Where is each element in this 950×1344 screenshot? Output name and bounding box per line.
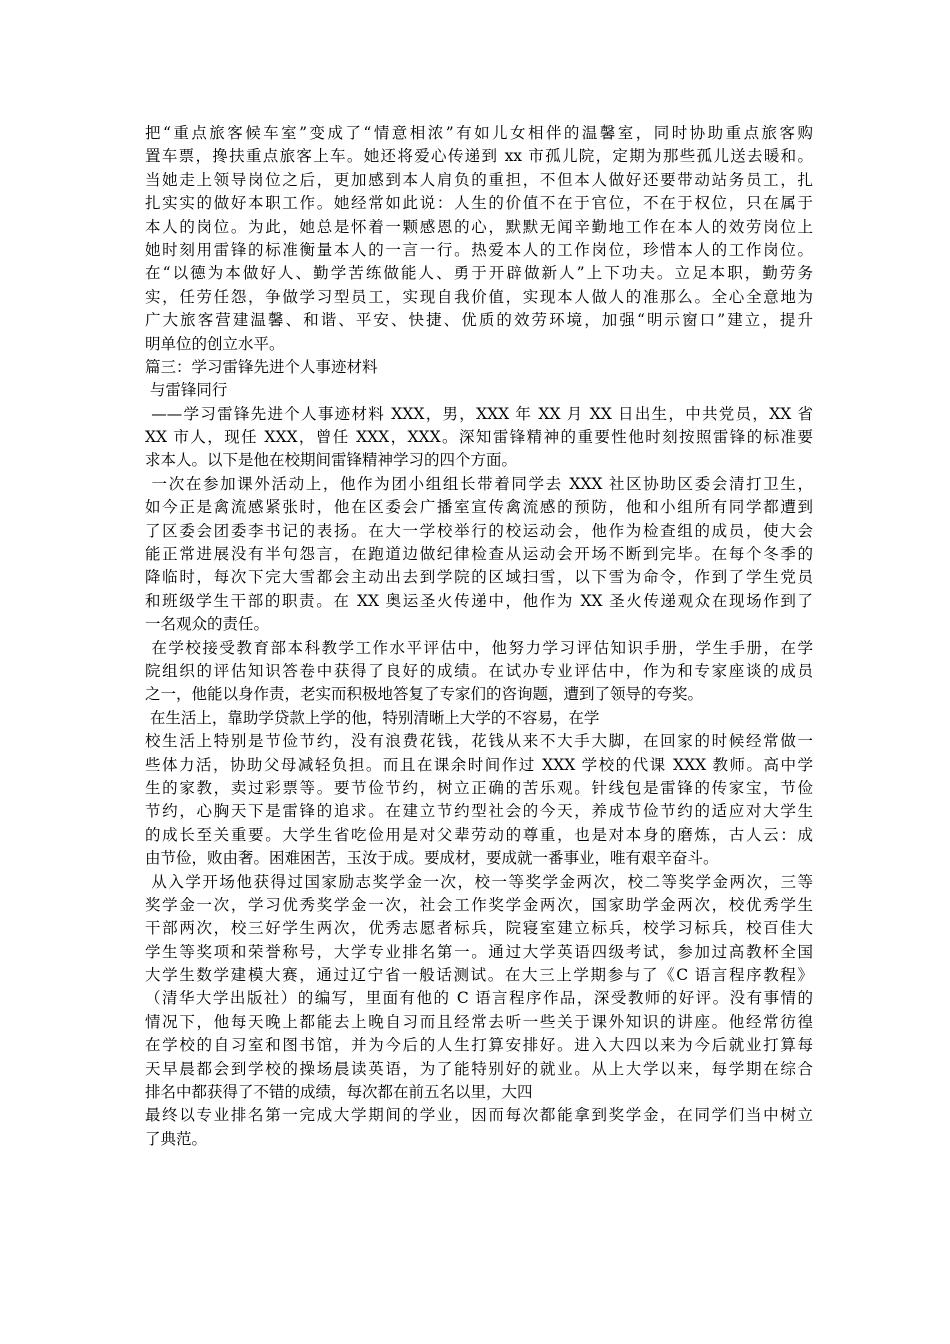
- text-line: 奖学金一次，学习优秀奖学金一次，社会工作奖学金两次，国家助学金两次，校优秀学生: [145, 895, 813, 914]
- text-line: 置车票，搀扶重点旅客上车。她还将爱心传递到 xx 市孤儿院，定期为那些孤儿送去暖和。: [145, 147, 813, 166]
- text-line: 把“重点旅客候车室”变成了“情意相浓”有如儿女相伴的温馨室，同时协助重点旅客购: [145, 124, 813, 142]
- text-line: 大学生数学建模大赛，通过辽宁省一般话测试。在大三上学期参与了《C 语言程序教程》: [145, 966, 813, 985]
- text-line: 节约，心胸天下是雷锋的追求。在建立节约型社会的今天，养成节俭节约的适应对大学生: [145, 802, 813, 821]
- text-line: 从入学开场他获得过国家励志奖学金一次，校一等奖学金两次，校二等奖学金两次，三等: [145, 872, 813, 891]
- text-line: 校生活上特别是节俭节约，没有浪费花钱，花钱从来不大手大脚，在回家的时候经常做一: [145, 732, 813, 751]
- text-line: 了典范。: [145, 1129, 208, 1148]
- text-line: 她时刻用雷锋的标准衡量本人的一言一行。热爱本人的工作岗位，珍惜本人的工作岗位。: [145, 240, 813, 259]
- text-line: 在生活上，靠助学贷款上学的他，特别清晰上大学的不容易，在学: [145, 708, 600, 727]
- text-line: 干部两次，校三好学生两次，优秀志愿者标兵，院寝室建立标兵，校学习标兵，校百佳大: [145, 919, 813, 938]
- text-line: 些体力活，协助父母减轻负担。而且在课余时间作过 XXX 学校的代课 XXX 教师。高中学: [145, 755, 813, 774]
- text-line: 求本人。以下是他在校期间雷锋精神学习的四个方面。: [145, 451, 518, 470]
- text-line: 能正常进展没有半句怨言，在跑道边做纪律检查从运动会开场不断到完毕。在每个冬季的: [145, 545, 813, 564]
- text-line: 由节俭，败由奢。困难困苦，玉汝于成。要成材，要成就一番事业，唯有艰辛奋斗。: [145, 849, 719, 868]
- text-line: 扎实实的做好本职工作。她经常如此说：人生的价值不在于官位，不在于权位，只在属于: [145, 194, 813, 213]
- text-line: 和班级学生干部的职责。在 XX 奥运圣火传递中，他作为 XX 圣火传递观众在现场作到了: [145, 591, 813, 610]
- text-line: 天早晨都会到学校的操场晨读英语，为了能特别好的就业。从上大学以来，每学期在综合: [145, 1059, 813, 1078]
- text-line: 学生等奖项和荣誉称号，大学专业排名第一。通过大学英语四级考试，参加过高教杯全国: [145, 942, 813, 961]
- text-line: 一次在参加课外活动上，他作为团小组组长带着同学去 XXX 社区协助区委会清打卫生，: [145, 474, 813, 493]
- text-line: 在学校的自习室和图书馆，并为今后的人生打算安排好。进入大四以来为今后就业打算每: [145, 1036, 813, 1055]
- text-line: 如今正是禽流感紧张时，他在区委会广播室宣传禽流感的预防，他和小组所有同学都遭到: [145, 498, 813, 517]
- text-line: XX 市人，现任 XXX，曾任 XXX，XXX。深知雷锋精神的重要性他时刻按照雷锋的标准要: [145, 428, 813, 447]
- text-line: 本人的岗位。为此，她总是怀着一颗感恩的心，默默无闻辛勤地工作在本人的效劳岗位上: [145, 217, 813, 236]
- text-line: 一名观众的责任。: [145, 615, 270, 634]
- text-line: 情况下，他每天晚上都能去上晚自习而且经常去听一些关于课外知识的讲座。他经常彷徨: [145, 1012, 813, 1031]
- text-line: 院组织的评估知识答卷中获得了良好的成绩。在试办专业评估中，作为和专家座谈的成员: [145, 661, 813, 680]
- text-line: 实，任劳任怨，争做学习型员工，实现自我价值，实现本人做人的准那么。全心全意地为: [145, 287, 813, 306]
- text-line: 降临时，每次下完大雪都会主动出去到学院的区域扫雪，以下雪为命令，作到了学生党员: [145, 568, 813, 587]
- text-line: 当她走上领导岗位之后，更加感到本人肩负的重担，不但本人做好还要带动站务员工，扎: [145, 170, 813, 189]
- text-line: 之一，他能以身作责，老实而积极地答复了专家们的咨询题，遭到了领导的夸奖。: [145, 685, 704, 704]
- text-line: 明单位的创立水平。: [145, 334, 285, 353]
- text-line: 最终以专业排名第一完成大学期间的学业，因而每次都能拿到奖学金，在同学们当中树立: [145, 1106, 813, 1125]
- text-line: ——学习雷锋先进个人事迹材料 XXX，男，XXX 年 XX 月 XX 日出生，中共党员，XX 省: [145, 404, 813, 423]
- text-line: 的成长至关重要。大学生省吃俭用是对父辈劳动的尊重，也是对本身的磨炼，古人云：成: [145, 825, 813, 844]
- text-line: 在“以德为本做好人、勤学苦练做能人、勇于开辟做新人”上下功夫。立足本职，勤劳务: [145, 264, 813, 283]
- text-line: 篇三：学习雷锋先进个人事迹材料: [145, 357, 378, 376]
- text-line: 广大旅客营建温馨、和谐、平安、快捷、优质的效劳环境，加强“明示窗口”建立，提升: [145, 311, 813, 330]
- text-line: （清华大学出版社）的编写，里面有他的 C 语言程序作品，深受教师的好评。没有事情的: [145, 989, 813, 1008]
- document-body: [145, 122, 813, 1151]
- text-line: 在学校接受教育部本科教学工作水平评估中，他努力学习评估知识手册，学生手册，在学: [145, 638, 813, 657]
- text-line: 了区委会团委李书记的表扬。在大一学校举行的校运动会，他作为检查组的成员，使大会: [145, 521, 813, 540]
- text-line: 排名中都获得了不错的成绩，每次都在前五名以里，大四: [145, 1083, 533, 1102]
- text-line: 生的家教，卖过彩票等。要节俭节约，树立正确的苦乐观。针线包是雷锋的传家宝，节俭: [145, 778, 813, 797]
- text-line: 与雷锋同行: [145, 381, 228, 400]
